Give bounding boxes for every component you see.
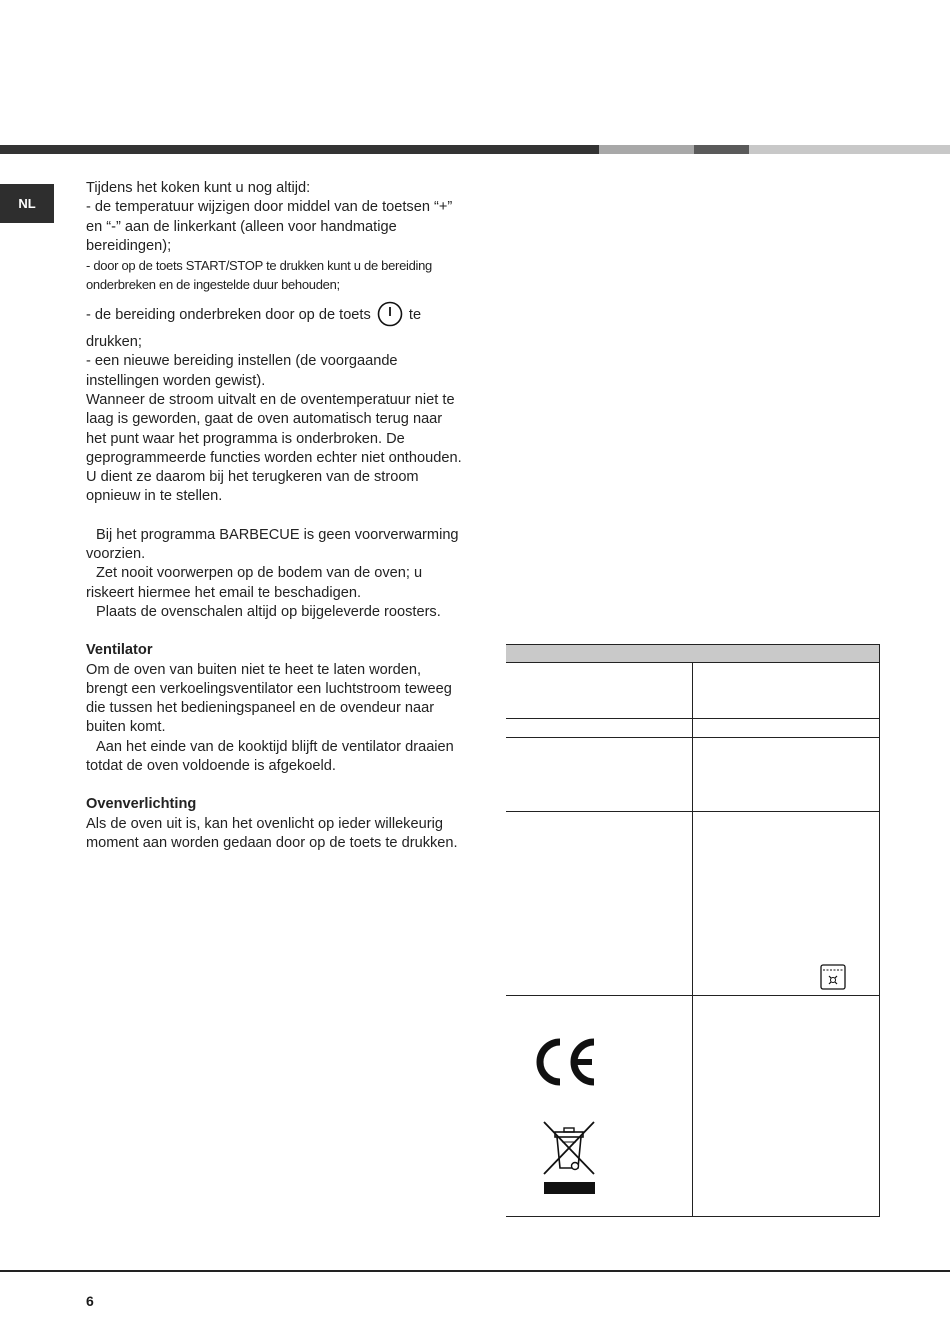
lighting-text: Als de oven uit is, kan het ovenlicht op ieder willekeurig moment aan worden gedaan door op de toets te drukken. bbox=[86, 815, 458, 851]
note-oven-bottom: Zet nooit voorwerpen op de bodem van de oven; u riskeert hiermee het email te beschadigen. bbox=[86, 565, 423, 601]
ventilator-heading: Ventilator bbox=[86, 642, 153, 659]
table-row bbox=[506, 663, 880, 719]
ventilator-text-2: Aan het einde van de kooktijd blijft de ventilator draaien totdat de oven voldoende is afgekoeld. bbox=[86, 738, 454, 775]
page-number: 6 bbox=[86, 1293, 94, 1309]
intro-item-start-stop: - door op de toets START/STOP te drukken kunt u de bereiding onderbreken en de ingestelde duur behouden; bbox=[86, 258, 432, 293]
footer-rule bbox=[0, 1270, 950, 1272]
oven-light-icon bbox=[820, 964, 846, 995]
power-failure-text: Wanneer de stroom uitvalt en de oventemperatuur niet te laag is geworden, gaat de oven automatisch terug naar het punt waar het programma is onderbroken. De geprogrammeerde functies worden echter niet onthouden. U dient ze daarom bij het terugkeren van de stroom opnieuw in te stellen. bbox=[86, 391, 462, 505]
main-text-column bbox=[86, 179, 464, 853]
language-tab: NL bbox=[0, 184, 54, 223]
table-header-row bbox=[506, 645, 880, 663]
note-oven-trays: Plaats de ovenschalen altijd op bijgeleverde roosters. bbox=[96, 603, 441, 620]
intro-item-power-b: te drukken; bbox=[86, 306, 422, 351]
table-row bbox=[506, 738, 880, 812]
header-bar-grey bbox=[599, 145, 694, 154]
header-bar-mid bbox=[694, 145, 749, 154]
ventilator-text: Om de oven van buiten niet te heet te laten worden, brengt een verkoelingsventilator een luchtstroom teweeg die tussen het bedieningspaneel en de ovendeur naar buiten komt. bbox=[86, 661, 452, 736]
intro-item-power-a: - de bereiding onderbreken door op de toets bbox=[86, 306, 371, 323]
header-bar-light bbox=[749, 145, 950, 154]
intro-line: Tijdens het koken kunt u nog altijd: bbox=[86, 180, 311, 196]
header-bar-dark bbox=[0, 145, 599, 154]
intro-item-power bbox=[86, 301, 464, 353]
intro-item-temperature: - de temperatuur wijzigen door middel van de toetsen “+” en “-” aan de linkerkant (alleen voor handmatige bereidingen); bbox=[86, 199, 453, 254]
lighting-heading: Ovenverlichting bbox=[86, 796, 197, 813]
table-row bbox=[506, 719, 880, 738]
intro-item-new-program: - een nieuwe bereiding instellen (de voorgaande instellingen worden gewist). bbox=[86, 353, 398, 389]
ce-mark-icon bbox=[532, 1036, 598, 1093]
crossed-out-bin-icon bbox=[540, 1120, 598, 1201]
note-barbecue: Bij het programma BARBECUE is geen voorverwarming voorzien. bbox=[86, 526, 459, 563]
power-button-icon bbox=[377, 301, 403, 333]
